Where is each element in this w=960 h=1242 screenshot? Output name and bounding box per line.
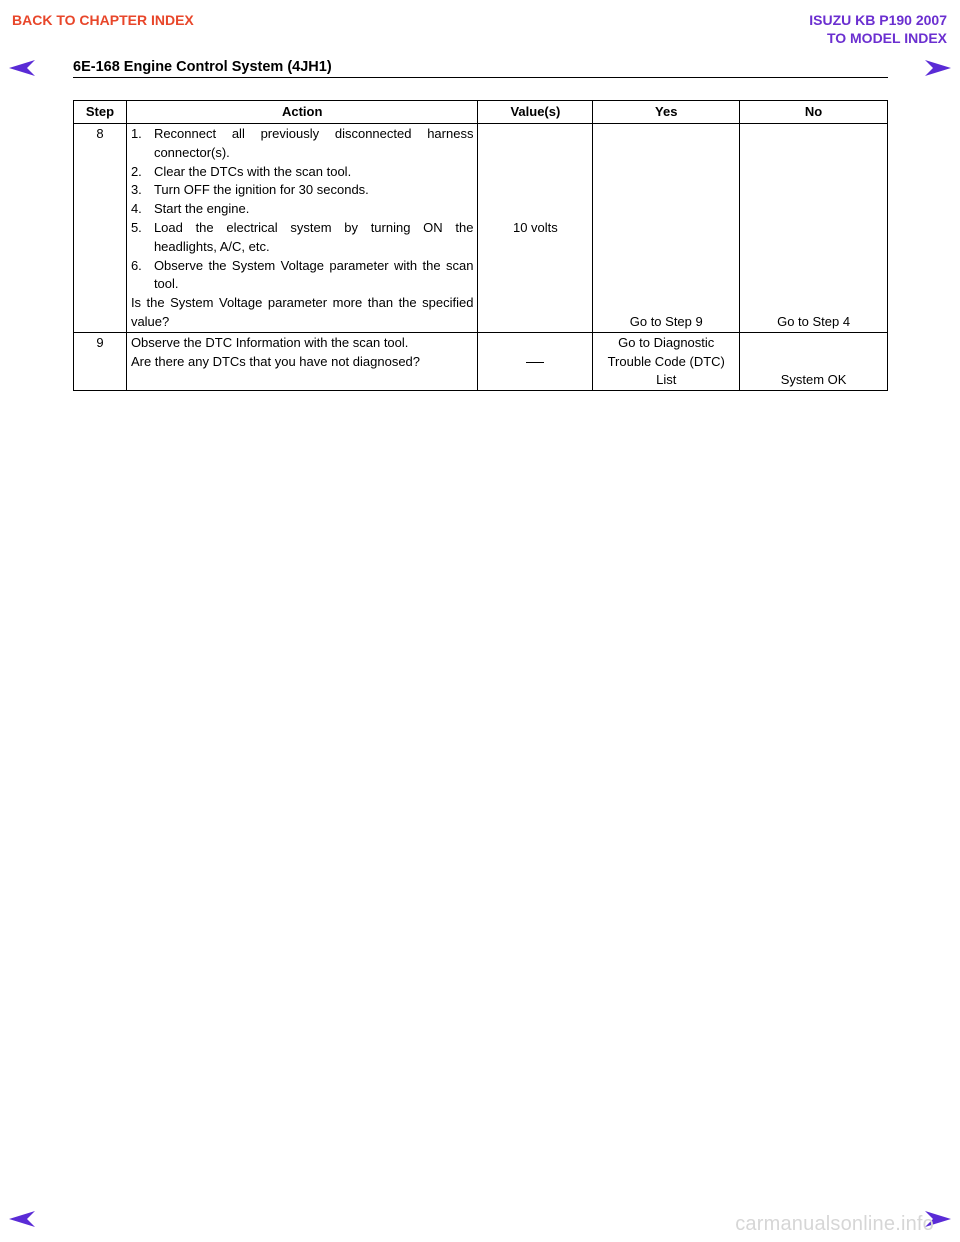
table-row	[74, 124, 888, 333]
step-number: 8	[74, 124, 127, 333]
to-model-index-link[interactable]: TO MODEL INDEX	[826, 30, 947, 46]
header-no: No	[740, 101, 888, 124]
list-item: 6. Observe the System Voltage parameter with the scan tool.	[130, 257, 474, 292]
header-rule	[73, 77, 888, 78]
header-values: Value(s)	[478, 101, 593, 124]
empty-value-dash	[526, 362, 544, 363]
action-question: Is the System Voltage parameter more than the specified value?	[130, 295, 474, 329]
list-item: 5. Load the electrical system by turning ON the headlights, A/C, etc.	[130, 219, 474, 254]
list-item: 1. Reconnect all previously disconnected harness connector(s).	[130, 126, 474, 160]
model-name-link[interactable]: ISUZU KB P190 2007	[809, 12, 947, 28]
value-cell	[478, 332, 593, 390]
no-cell: Go to Step 4	[740, 124, 888, 333]
page-header: 6E-168 Engine Control System (4JH1)	[73, 59, 332, 75]
list-item: 2. Clear the DTCs with the scan tool.	[130, 163, 352, 179]
watermark: carmanualsonline.info	[735, 1213, 934, 1235]
arrow-left-icon[interactable]	[8, 59, 36, 77]
value-cell: 10 volts	[478, 124, 593, 333]
list-item: 4. Start the engine.	[130, 201, 250, 217]
step-number: 9	[74, 332, 127, 390]
list-item: 3. Turn OFF the ignition for 30 seconds.	[130, 182, 369, 198]
yes-cell: Go to Step 9	[593, 124, 740, 333]
arrow-right-icon[interactable]	[924, 59, 952, 77]
action-question: Are there any DTCs that you have not diagnosed?	[130, 353, 421, 369]
arrow-left-icon[interactable]	[8, 1210, 36, 1228]
header-action: Action	[126, 101, 478, 124]
table-row	[74, 332, 888, 390]
back-to-chapter-index-link[interactable]: BACK TO CHAPTER INDEX	[12, 12, 194, 28]
action-line: Observe the DTC Information with the scan tool.	[130, 334, 409, 350]
action-cell	[126, 124, 478, 333]
action-list	[131, 125, 474, 294]
table-header-row	[74, 101, 888, 124]
yes-cell: Go to Diagnostic Trouble Code (DTC) List	[593, 332, 740, 390]
header-step: Step	[74, 101, 127, 124]
diagnostic-table	[73, 100, 888, 391]
no-cell: System OK	[740, 332, 888, 390]
action-cell	[126, 332, 478, 390]
header-yes: Yes	[593, 101, 740, 124]
